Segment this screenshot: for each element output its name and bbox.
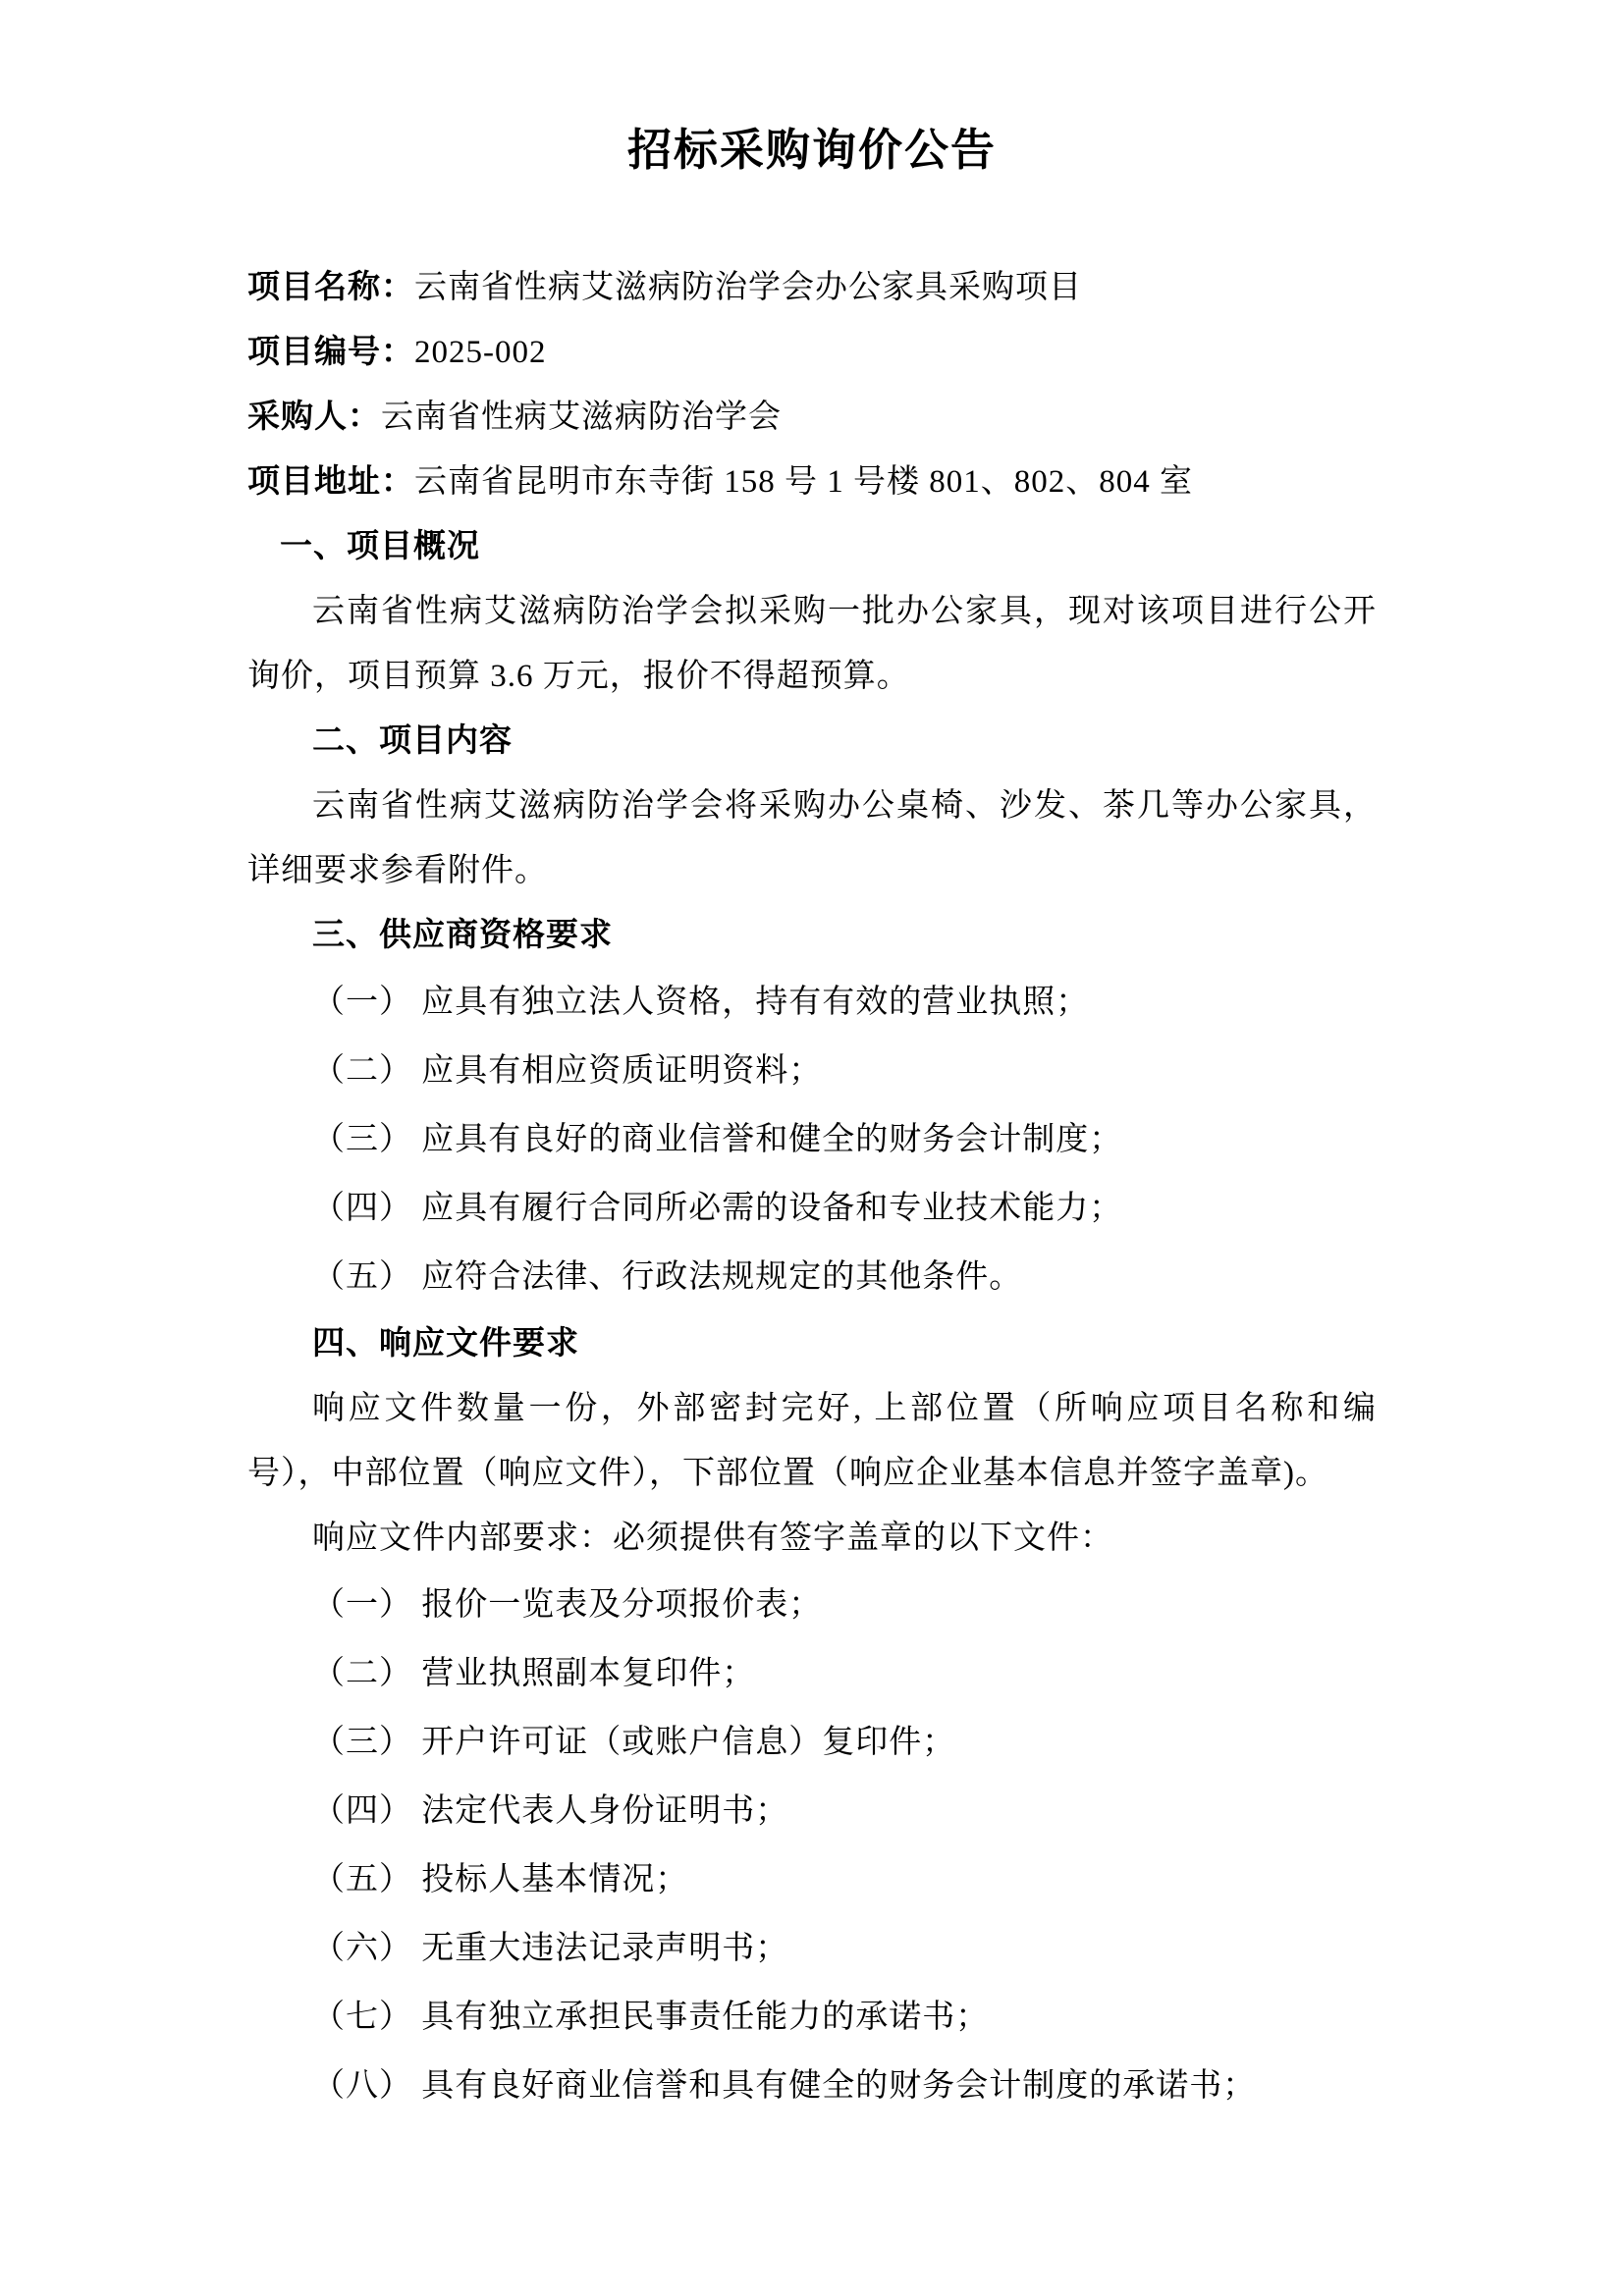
qualification-item: （四） 应具有履行合同所必需的设备和专业技术能力； (312, 1191, 1123, 1226)
meta-line-purchaser (247, 385, 1377, 450)
project-address-label: 项目地址： (247, 464, 414, 500)
project-address-value: 云南省昆明市东寺街 158 号 1 号楼 801、802、804 室 (414, 464, 1193, 500)
purchaser-value: 云南省性病艾滋病防治学会 (381, 400, 782, 435)
project-name-value: 云南省性病艾滋病防治学会办公家具采购项目 (414, 270, 1082, 305)
section-heading-response-documents: 四、响应文件要求 (312, 1326, 579, 1362)
response-document-item: （三） 开户许可证（或账户信息）复印件； (312, 1725, 956, 1760)
project-number-label: 项目编号： (247, 335, 414, 370)
section-heading-content: 二、项目内容 (312, 723, 513, 759)
response-sealing-paragraph: 响应文件数量一份，外部密封完好, 上部位置（所响应项目名称和编号），中部位置（响应文件），下部位置（响应企业基本信息并签字盖章)。 (247, 1391, 1377, 1491)
meta-line-project-address (247, 450, 1377, 514)
response-document-item: （六） 无重大违法记录声明书； (312, 1931, 789, 1966)
response-internal-requirements-paragraph: 响应文件内部要求：必须提供有签字盖章的以下文件： (312, 1521, 1113, 1556)
response-document-item: （七） 具有独立承担民事责任能力的承诺书； (312, 2000, 990, 2035)
meta-line-project-number (247, 320, 1377, 385)
project-number-value: 2025-002 (414, 335, 547, 370)
qualification-item: （五） 应符合法律、行政法规规定的其他条件。 (312, 1259, 1023, 1295)
section-heading-supplier-qualifications: 三、供应商资格要求 (312, 918, 613, 953)
qualification-item: （三） 应具有良好的商业信誉和健全的财务会计制度； (312, 1122, 1123, 1157)
response-document-item: （五） 投标人基本情况； (312, 1862, 689, 1897)
qualification-item: （一） 应具有独立法人资格，持有有效的营业执照； (312, 985, 1090, 1020)
response-document-item: （四） 法定代表人身份证明书； (312, 1793, 789, 1829)
page-title: 招标采购询价公告 (626, 126, 997, 175)
section-heading-overview: 一、项目概况 (280, 529, 480, 564)
response-document-item: （二） 营业执照副本复印件； (312, 1656, 756, 1691)
qualification-item: （二） 应具有相应资质证明资料； (312, 1053, 823, 1089)
content-paragraph: 云南省性病艾滋病防治学会将采购办公桌椅、沙发、茶几等办公家具，详细要求参看附件。 (247, 788, 1377, 888)
project-name-label: 项目名称： (247, 270, 414, 305)
response-document-item: （一） 报价一览表及分项报价表； (312, 1587, 823, 1623)
purchaser-label: 采购人： (247, 400, 381, 435)
meta-line-project-name (247, 255, 1377, 320)
response-document-item: （八） 具有良好商业信誉和具有健全的财务会计制度的承诺书； (312, 2068, 1257, 2104)
overview-paragraph: 云南省性病艾滋病防治学会拟采购一批办公家具，现对该项目进行公开询价，项目预算 3.6 万元，报价不得超预算。 (247, 594, 1377, 694)
